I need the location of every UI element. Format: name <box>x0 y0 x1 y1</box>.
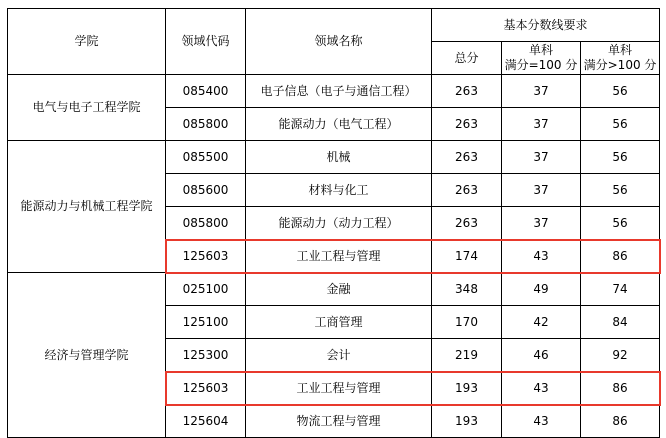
cell-subject-le-100: 49 <box>502 273 581 306</box>
cell-subject-gt-100: 86 <box>581 405 660 438</box>
table-header <box>8 9 660 75</box>
table-row <box>8 141 660 174</box>
cell-total-score: 193 <box>432 372 502 405</box>
document-page <box>0 8 666 428</box>
cell-field-code: 125100 <box>166 306 246 339</box>
cell-subject-gt-100: 56 <box>581 108 660 141</box>
header-total-score: 总分 <box>432 42 502 75</box>
cell-total-score: 263 <box>432 108 502 141</box>
cell-field-name: 金融 <box>246 273 432 306</box>
table-body <box>8 75 660 438</box>
cell-field-name: 工业工程与管理 <box>246 240 432 273</box>
cell-college: 经济与管理学院 <box>8 273 166 438</box>
header-field-code: 领域代码 <box>166 9 246 75</box>
cell-total-score: 263 <box>432 75 502 108</box>
cell-field-code: 125300 <box>166 339 246 372</box>
cell-field-name: 工业工程与管理 <box>246 372 432 405</box>
cell-subject-gt-100: 56 <box>581 207 660 240</box>
table-row <box>8 273 660 306</box>
cell-total-score: 263 <box>432 141 502 174</box>
cell-total-score: 348 <box>432 273 502 306</box>
cell-subject-le-100: 43 <box>502 405 581 438</box>
cell-total-score: 263 <box>432 207 502 240</box>
admission-score-table <box>7 8 660 438</box>
cell-field-name: 电子信息（电子与通信工程） <box>246 75 432 108</box>
cell-total-score: 174 <box>432 240 502 273</box>
cell-college: 电气与电子工程学院 <box>8 75 166 141</box>
header-college: 学院 <box>8 9 166 75</box>
cell-subject-gt-100: 86 <box>581 372 660 405</box>
cell-field-name: 能源动力（电气工程） <box>246 108 432 141</box>
cell-field-name: 物流工程与管理 <box>246 405 432 438</box>
cell-field-name: 机械 <box>246 141 432 174</box>
cell-subject-le-100: 37 <box>502 108 581 141</box>
header-subject-le-100 <box>502 42 581 75</box>
cell-total-score: 263 <box>432 174 502 207</box>
cell-total-score: 193 <box>432 405 502 438</box>
cell-total-score: 219 <box>432 339 502 372</box>
cell-field-code: 125604 <box>166 405 246 438</box>
cell-field-name: 会计 <box>246 339 432 372</box>
cell-field-name: 能源动力（动力工程） <box>246 207 432 240</box>
cell-subject-gt-100: 86 <box>581 240 660 273</box>
cell-total-score: 170 <box>432 306 502 339</box>
cell-field-code: 085600 <box>166 174 246 207</box>
table-row <box>8 75 660 108</box>
cell-field-code: 125603 <box>166 372 246 405</box>
cell-field-code: 025100 <box>166 273 246 306</box>
header-subject-gt-100-line1: 单科 <box>608 43 633 57</box>
cell-college: 能源动力与机械工程学院 <box>8 141 166 273</box>
header-subject-le-100-line1: 单科 <box>528 43 553 57</box>
cell-subject-le-100: 37 <box>502 174 581 207</box>
cell-subject-gt-100: 92 <box>581 339 660 372</box>
cell-field-code: 085800 <box>166 108 246 141</box>
cell-subject-le-100: 37 <box>502 75 581 108</box>
cell-subject-le-100: 43 <box>502 372 581 405</box>
cell-field-code: 085500 <box>166 141 246 174</box>
cell-field-code: 085400 <box>166 75 246 108</box>
cell-subject-gt-100: 56 <box>581 141 660 174</box>
cell-subject-gt-100: 56 <box>581 174 660 207</box>
header-score-group: 基本分数线要求 <box>432 9 660 42</box>
cell-subject-le-100: 37 <box>502 207 581 240</box>
cell-subject-le-100: 37 <box>502 141 581 174</box>
cell-field-code: 085800 <box>166 207 246 240</box>
table-header-row-1 <box>8 9 660 42</box>
cell-field-code: 125603 <box>166 240 246 273</box>
cell-field-name: 材料与化工 <box>246 174 432 207</box>
header-subject-gt-100 <box>581 42 660 75</box>
cell-field-name: 工商管理 <box>246 306 432 339</box>
cell-subject-le-100: 42 <box>502 306 581 339</box>
cell-subject-le-100: 43 <box>502 240 581 273</box>
cell-subject-gt-100: 74 <box>581 273 660 306</box>
cell-subject-gt-100: 84 <box>581 306 660 339</box>
header-subject-gt-100-line2: 满分>100 分 <box>583 58 657 72</box>
cell-subject-le-100: 46 <box>502 339 581 372</box>
header-field-name: 领域名称 <box>246 9 432 75</box>
header-subject-le-100-line2: 满分=100 分 <box>504 58 578 72</box>
cell-subject-gt-100: 56 <box>581 75 660 108</box>
